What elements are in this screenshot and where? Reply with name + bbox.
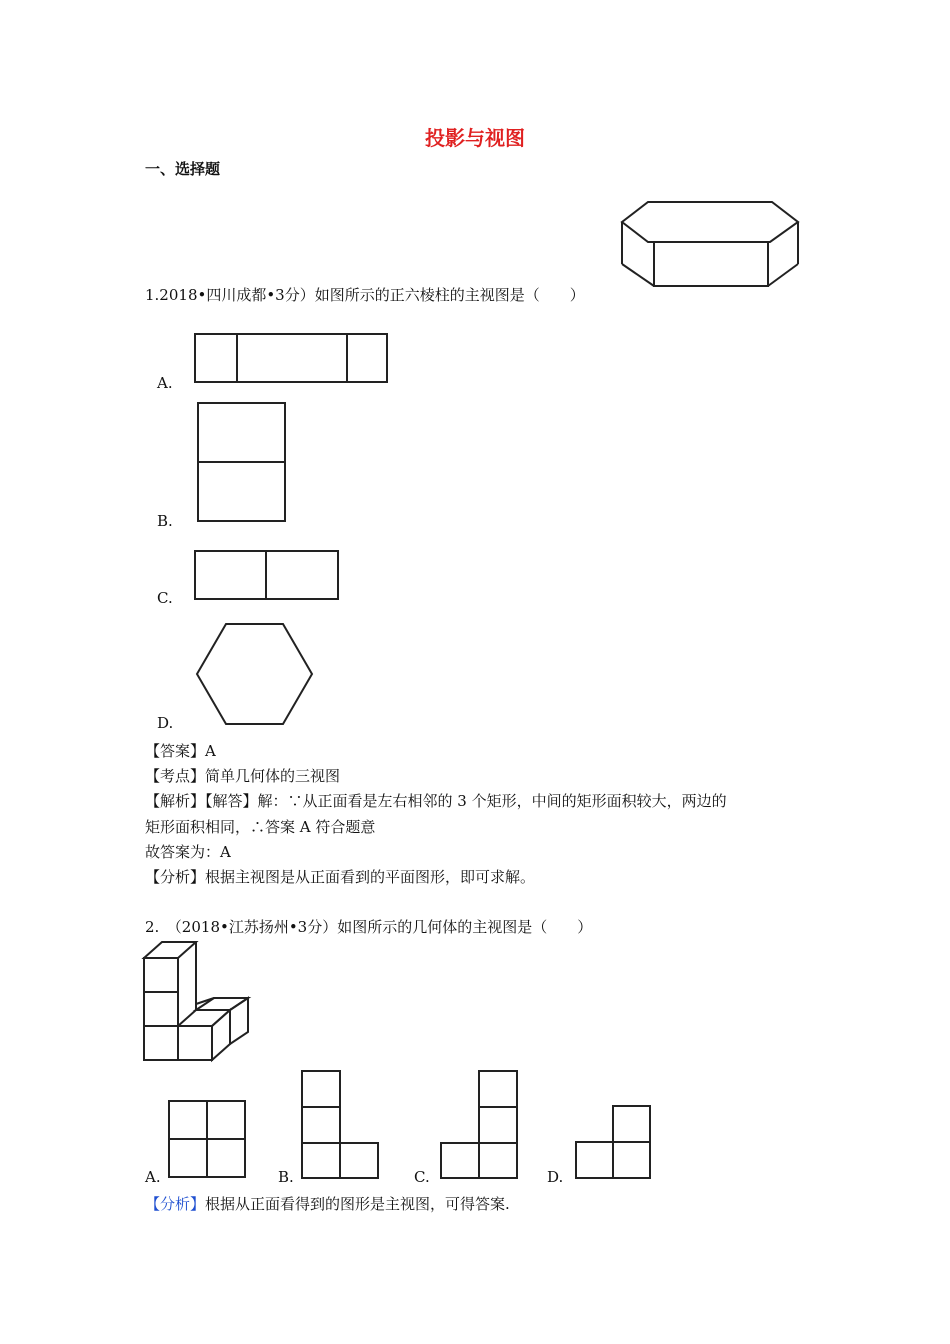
q2-fenxi-text: 根据从正面看得到的图形是主视图，可得答案. xyxy=(205,1195,510,1213)
q2-option-b-figure xyxy=(301,1070,381,1180)
q2-option-d-figure xyxy=(575,1105,655,1180)
q2-fenxi xyxy=(145,1193,510,1214)
q1-knowledge-point: 【考点】简单几何体的三视图 xyxy=(145,767,341,785)
q1-option-d-label: D. xyxy=(157,714,174,732)
q1-fenxi: 【分析】根据主视图是从正面看到的平面图形，即可求解。 xyxy=(145,868,536,886)
hexagonal-prism-figure xyxy=(620,200,800,290)
q1-final-answer: 故答案为：A xyxy=(145,843,231,861)
q1-stem: 1.2018•四川成都•3分）如图所示的正六棱柱的主视图是（ ） xyxy=(145,286,585,304)
q1-answer: 【答案】A xyxy=(145,742,216,760)
section-heading: 一、选择题 xyxy=(145,160,221,178)
q1-option-d-figure xyxy=(194,622,316,726)
q2-option-b-label: B. xyxy=(278,1168,294,1186)
page-title: 投影与视图 xyxy=(425,126,525,150)
q1-option-c-label: C. xyxy=(157,589,173,607)
q2-option-c-figure xyxy=(440,1070,520,1180)
q2-option-a-figure xyxy=(168,1100,248,1180)
q2-fenxi-label: 【分析】 xyxy=(145,1195,206,1213)
q2-stem: 2. （2018•江苏扬州•3分）如图所示的几何体的主视图是（ ） xyxy=(145,918,593,936)
q1-analysis-line2: 矩形面积相同，∴答案 A 符合题意 xyxy=(145,818,376,836)
q1-option-a-figure xyxy=(194,333,390,385)
q1-option-b-label: B. xyxy=(157,512,173,530)
q2-option-c-label: C. xyxy=(414,1168,430,1186)
q2-option-d-label: D. xyxy=(547,1168,564,1186)
cube-stack-figure xyxy=(140,940,256,1094)
q1-option-c-figure xyxy=(194,550,342,602)
q1-option-a-label: A. xyxy=(157,374,173,392)
q2-option-a-label: A. xyxy=(145,1168,161,1186)
q1-option-b-figure xyxy=(197,402,289,524)
q1-analysis-line1: 【解析】【解答】解：∵从正面看是左右相邻的 3 个矩形，中间的矩形面积较大，两边的 xyxy=(145,792,727,810)
